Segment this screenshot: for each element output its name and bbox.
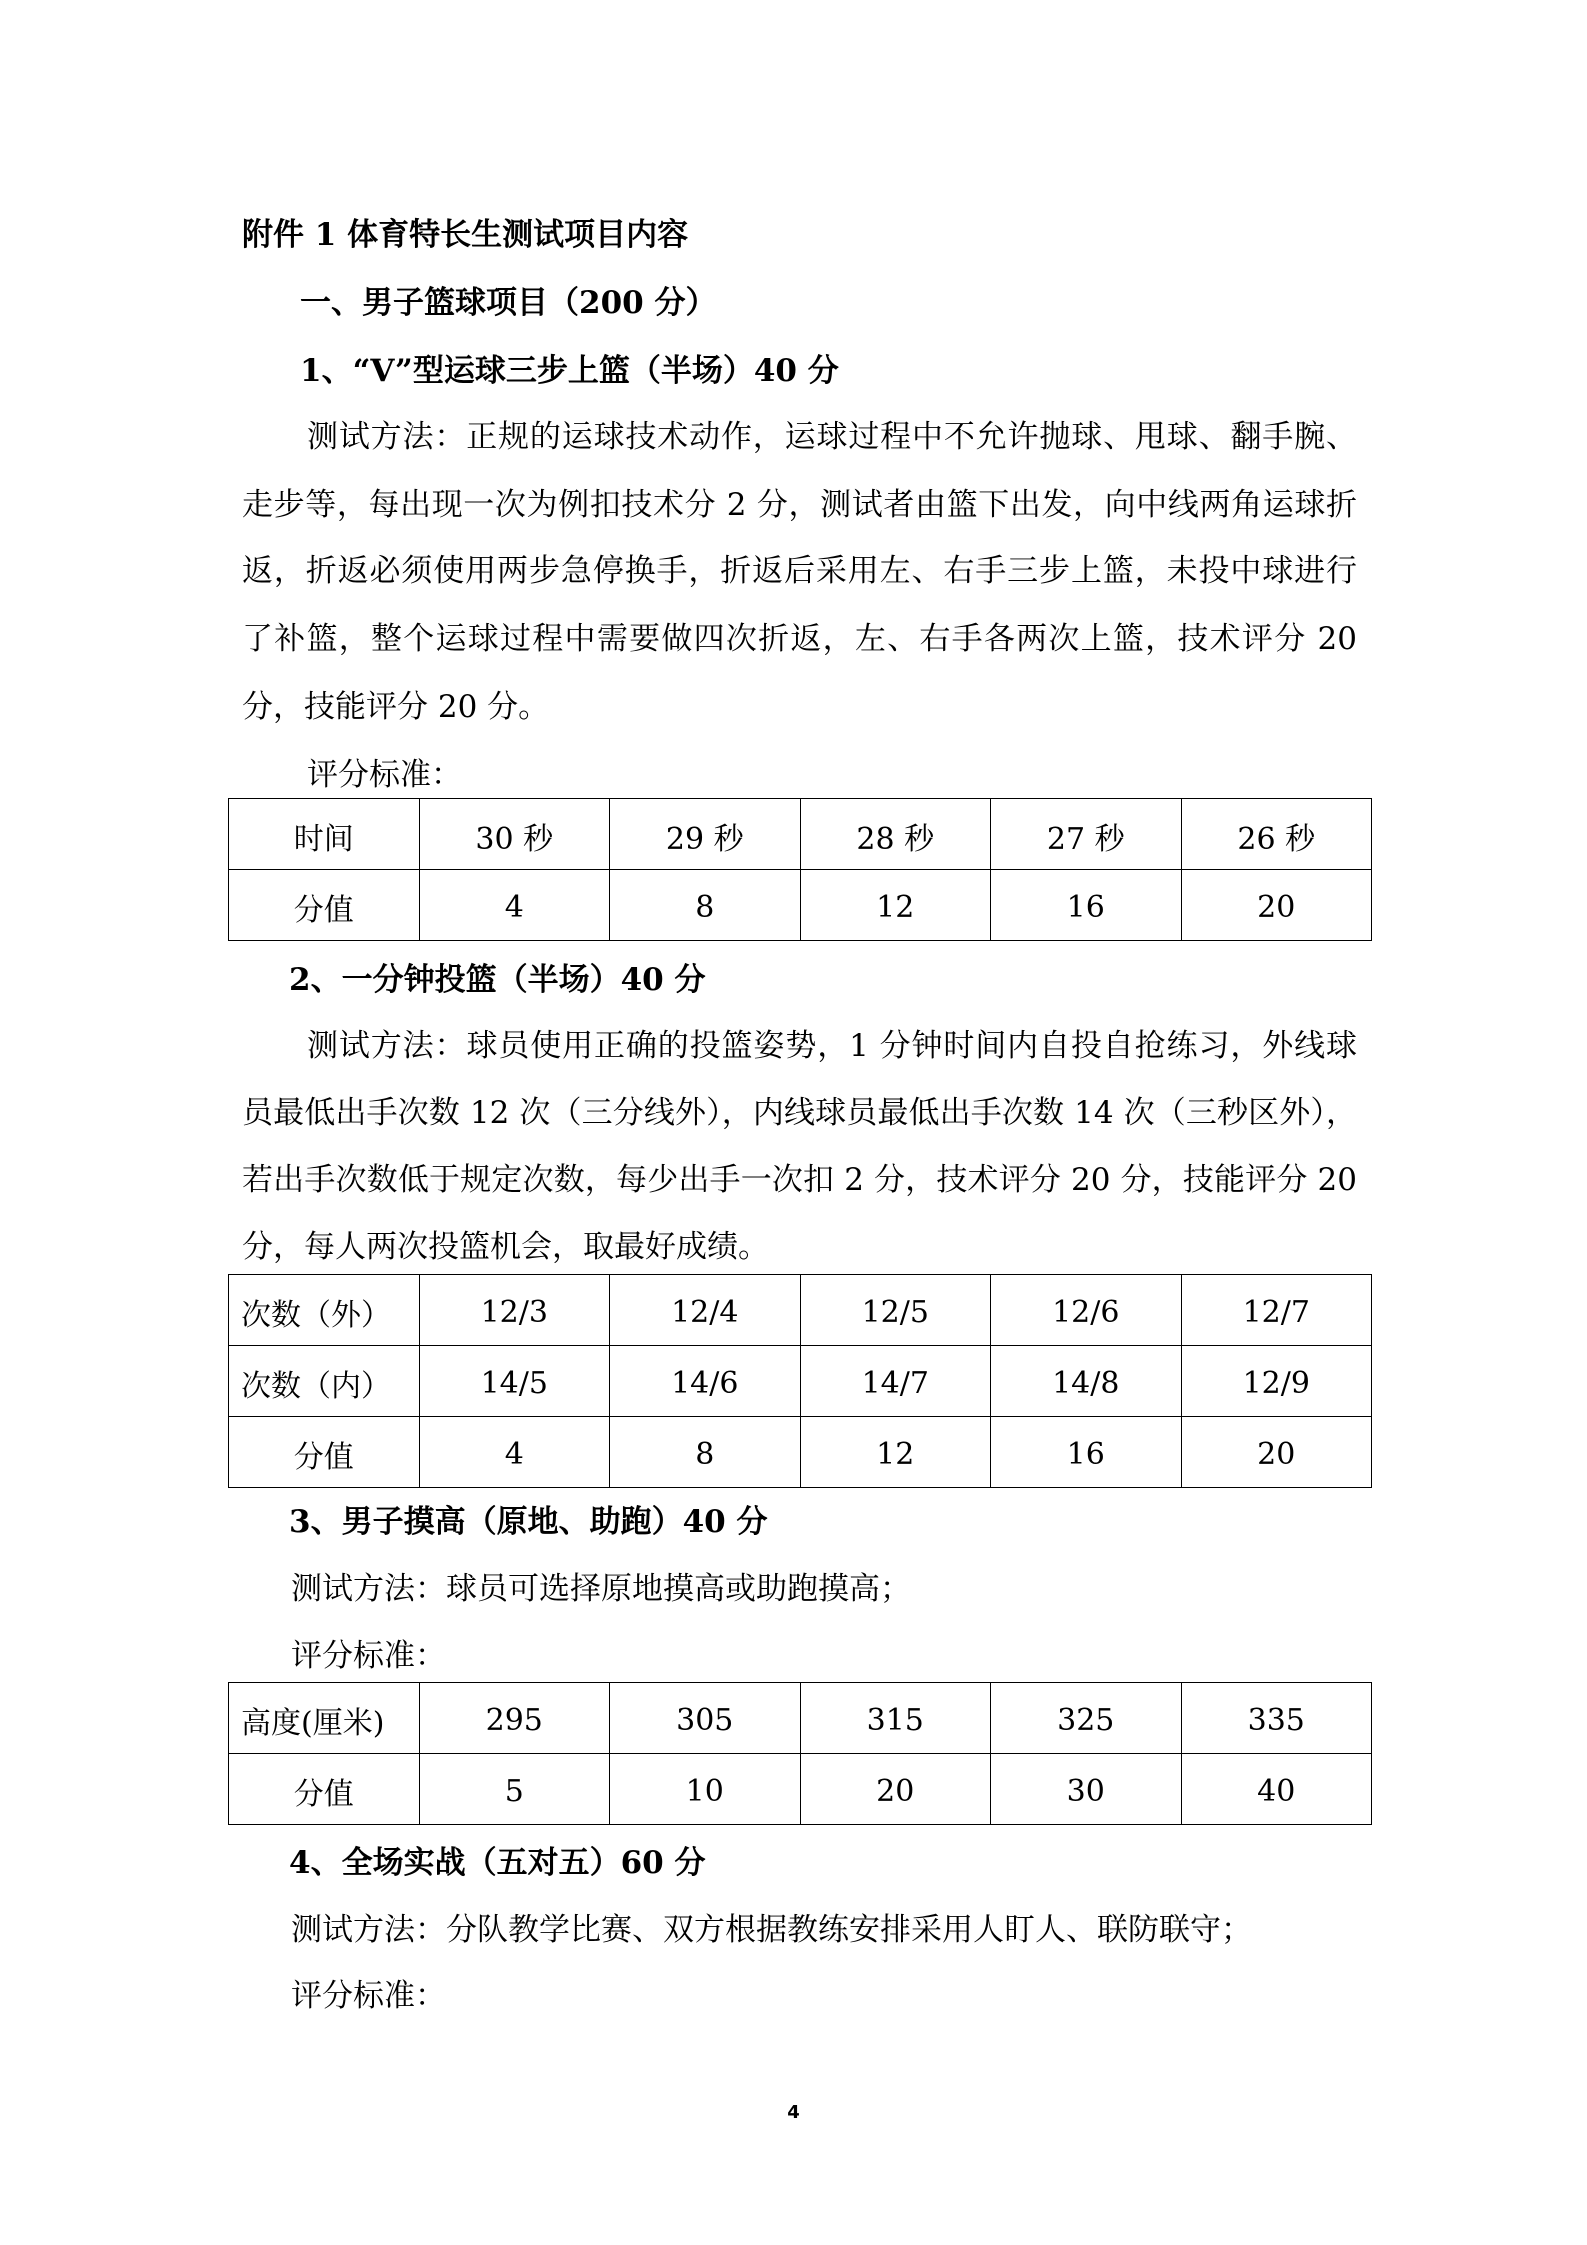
table-cell: 305 [610, 1683, 801, 1754]
table-cell: 8 [610, 1417, 801, 1488]
table-cell: 次数（内） [229, 1346, 420, 1417]
table-cell: 10 [610, 1754, 801, 1825]
table-row [229, 1275, 1372, 1346]
item1-heading: 1、“V”型运球三步上篮（半场）40 分 [300, 353, 839, 389]
table-cell: 次数（外） [229, 1275, 420, 1346]
document-title: 附件 1 体育特长生测试项目内容 [242, 217, 689, 253]
table-cell: 30 [991, 1754, 1182, 1825]
table-cell: 时间 [229, 799, 420, 870]
table-row [229, 1346, 1372, 1417]
table-cell: 20 [1181, 870, 1372, 941]
table-cell: 20 [1181, 1417, 1372, 1488]
table-cell: 4 [419, 1417, 610, 1488]
table-cell: 12/6 [991, 1275, 1182, 1346]
item3-criteria-label: 评分标准： [291, 1638, 446, 1674]
table-row [229, 1417, 1372, 1488]
item1-criteria-label: 评分标准： [307, 757, 462, 793]
item2-score-table [228, 1274, 1372, 1488]
table-cell: 14/5 [419, 1346, 610, 1417]
item1-method-line: 走步等，每出现一次为例扣技术分 2 分，测试者由篮下出发，向中线两角运球折 [242, 487, 1357, 523]
table-cell: 12/9 [1181, 1346, 1372, 1417]
item2-heading: 2、一分钟投篮（半场）40 分 [289, 962, 706, 998]
table-cell: 27 秒 [991, 799, 1182, 870]
table-cell: 12 [800, 870, 991, 941]
item2-method-line: 员最低出手次数 12 次（三分线外），内线球员最低出手次数 14 次（三秒区外）， [242, 1095, 1357, 1131]
table-cell: 14/6 [610, 1346, 801, 1417]
table-cell: 8 [610, 870, 801, 941]
table-cell: 325 [991, 1683, 1182, 1754]
item1-method-line: 了补篮，整个运球过程中需要做四次折返，左、右手各两次上篮，技术评分 20 [242, 621, 1357, 657]
section-heading: 一、男子篮球项目（200 分） [300, 285, 717, 321]
table-cell: 12/4 [610, 1275, 801, 1346]
table-cell: 14/8 [991, 1346, 1182, 1417]
item4-heading: 4、全场实战（五对五）60 分 [289, 1845, 706, 1881]
table-cell: 4 [419, 870, 610, 941]
table-row [229, 1683, 1372, 1754]
table-cell: 40 [1181, 1754, 1372, 1825]
table-cell: 分值 [229, 870, 420, 941]
table-row [229, 870, 1372, 941]
table-cell: 14/7 [800, 1346, 991, 1417]
item3-method: 测试方法：球员可选择原地摸高或助跑摸高； [291, 1571, 911, 1607]
item2-method-line: 若出手次数低于规定次数，每少出手一次扣 2 分，技术评分 20 分，技能评分 20 [242, 1162, 1357, 1198]
table-cell: 12/7 [1181, 1275, 1372, 1346]
table-cell: 分值 [229, 1754, 420, 1825]
item1-score-table [228, 798, 1372, 941]
item3-heading: 3、男子摸高（原地、助跑）40 分 [289, 1504, 768, 1540]
table-cell: 分值 [229, 1417, 420, 1488]
item2-method-line: 测试方法：球员使用正确的投篮姿势，1 分钟时间内自投自抢练习，外线球 [307, 1028, 1357, 1064]
table-cell: 12 [800, 1417, 991, 1488]
table-cell: 5 [419, 1754, 610, 1825]
table-cell: 16 [991, 1417, 1182, 1488]
item1-method-line: 分，技能评分 20 分。 [242, 689, 550, 725]
table-cell: 315 [800, 1683, 991, 1754]
table-cell: 26 秒 [1181, 799, 1372, 870]
table-cell: 20 [800, 1754, 991, 1825]
item1-method-line: 测试方法：正规的运球技术动作，运球过程中不允许抛球、甩球、翻手腕、 [307, 419, 1357, 455]
table-cell: 12/3 [419, 1275, 610, 1346]
table-cell: 28 秒 [800, 799, 991, 870]
table-cell: 29 秒 [610, 799, 801, 870]
table-row [229, 799, 1372, 870]
table-cell: 335 [1181, 1683, 1372, 1754]
table-row [229, 1754, 1372, 1825]
table-cell: 12/5 [800, 1275, 991, 1346]
item3-score-table [228, 1682, 1372, 1825]
table-cell: 高度(厘米) [229, 1683, 420, 1754]
item4-criteria-label: 评分标准： [291, 1978, 446, 2014]
table-cell: 16 [991, 870, 1182, 941]
table-cell: 295 [419, 1683, 610, 1754]
table-cell: 30 秒 [419, 799, 610, 870]
item1-method-line: 返，折返必须使用两步急停换手，折返后采用左、右手三步上篮，未投中球进行 [242, 553, 1357, 589]
page-number: 4 [787, 2102, 800, 2123]
item2-method-line: 分，每人两次投篮机会，取最好成绩。 [242, 1229, 769, 1265]
item4-method: 测试方法：分队教学比赛、双方根据教练安排采用人盯人、联防联守； [291, 1912, 1252, 1948]
